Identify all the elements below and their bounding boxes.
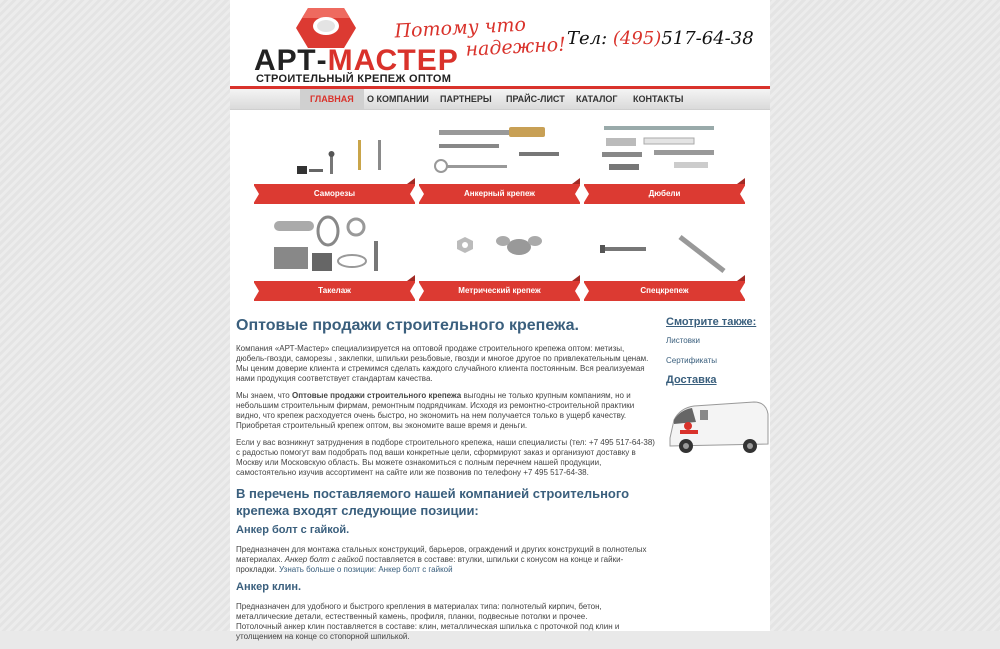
italic-text: Анкер болт с гайкой: [284, 555, 364, 564]
item-desc-anchor-bolt: [236, 545, 656, 575]
nav-item-partners[interactable]: ПАРТНЕРЫ: [440, 94, 492, 104]
nav-item-about[interactable]: О КОМПАНИИ: [367, 94, 429, 104]
nav-item-home[interactable]: ГЛАВНАЯ: [300, 89, 364, 109]
phone-label: Тел:: [567, 28, 613, 49]
nav-item-price-list[interactable]: ПРАЙС-ЛИСТ: [506, 94, 565, 104]
item-desc-anchor-wedge: Предназначен для удобного и быстрого крепления в материалах типа: полнотелый кирпич, бетон, металлические детали, естественный камень, профиля, планки, подвесные потолки и прочее.: [236, 602, 602, 621]
slogan: [394, 12, 566, 65]
text: Мы знаем, что: [236, 391, 292, 400]
product-label-anchors[interactable]: Анкерный крепеж: [419, 184, 580, 204]
slogan-line-2: надежно!: [465, 33, 567, 61]
item-title-anchor-bolt: Анкер болт с гайкой.: [236, 524, 350, 536]
sidebar-link-leaflets[interactable]: Листовки: [666, 336, 700, 345]
header-phone: [567, 28, 754, 49]
brand-subtitle: СТРОИТЕЛЬНЫЙ КРЕПЕЖ ОПТОМ: [256, 73, 452, 85]
paragraph-contact: Если у вас возникнут затруднения в подборе строительного крепежа, наши специалисты (тел: +7 495 517-64-38) с радостью помогут вам подобрать под ваши конкретные цели, сформируют заказ и организуют доставку в Москву или Московскую область. Вы можете ознакомиться с полным перечнем нашей продукции, самостоятельно изучив ассортимент на сайте или же позвонив по телефону +7 495 517-64-38.: [236, 438, 655, 477]
delivery-van-image[interactable]: [666, 394, 770, 460]
metric-fasteners-image: [419, 201, 580, 281]
product-label-special[interactable]: Спецкрепеж: [584, 281, 745, 301]
bold-text: Оптовые продажи строительного крепежа: [291, 391, 462, 400]
see-also-title: Смотрите также:: [666, 316, 757, 328]
anchor-bolt-link[interactable]: Узнать больше о позиции: Анкер болт с гайкой: [279, 565, 453, 574]
nav-item-catalog[interactable]: КАТАЛОГ: [576, 94, 618, 104]
product-tile-rigging[interactable]: [254, 201, 415, 301]
product-label-screws[interactable]: Саморезы: [254, 184, 415, 204]
delivery-link[interactable]: Доставка: [666, 374, 717, 386]
phone-code: (495): [612, 28, 662, 49]
page-content: [230, 0, 770, 641]
sidebar-link-certificates[interactable]: Сертификаты: [666, 356, 718, 365]
special-fasteners-image: [584, 201, 745, 281]
brand-accent: МАСТЕР: [327, 44, 459, 77]
rigging-image: [254, 201, 415, 281]
phone-number: 517-64-38: [661, 28, 754, 49]
screws-image: [254, 104, 415, 184]
product-tile-special[interactable]: [584, 201, 745, 301]
section-title: В перечень поставляемого нашей компанией строительного крепежа входят следующие позиции:: [236, 486, 630, 518]
item-title-anchor-wedge: Анкер клин.: [236, 581, 302, 593]
nav-item-contacts[interactable]: КОНТАКТЫ: [633, 94, 684, 104]
sidebar: [666, 316, 766, 465]
text: Предназначен для монтажа стальных конструкций, барьеров, ограждений и других конструкций в полнотелых материалах.: [236, 545, 647, 564]
text: выгодны не только крупным компаниям, но и небольшим строительным фирмам, ремонтным подрядчикам. Исходя из ремонтно-строительной практики видно, что крепеж расходуется очень быстро, но экономить на нем получается только в ущерб качеству. Приобретая строительный крепеж оптом, вы экономите ваше время и деньги.: [236, 391, 635, 430]
main-content: [236, 316, 656, 649]
product-tile-screws[interactable]: [254, 104, 415, 204]
product-label-rigging[interactable]: Такелаж: [254, 281, 415, 301]
page-title: Оптовые продажи строительного крепежа.: [236, 317, 579, 334]
item-desc-anchor-wedge-2: Потолочный анкер клин поставляется в составе: клин, металлическая шпилька с проточкой под клин и утолщением на конце со стопорной шпилькой.: [236, 622, 620, 641]
product-tile-metric[interactable]: [419, 201, 580, 301]
product-label-dowels[interactable]: Дюбели: [584, 184, 745, 204]
slogan-line-1: Потому что: [393, 13, 527, 43]
paragraph-intro: Компания «АРТ-Мастер» специализируется на оптовой продаже строительного крепежа оптом: метизы, дюбель-гвозди, саморезы , заклепки, шпильки резьбовые, гвозди и многое другое по привлекательным ценам. Мы ценим доверие клиента и стремимся сделать каждого случайного клиента постоянным. Вся реализуемая нами продукция соответствует стандартам качества.: [236, 344, 649, 383]
dowels-image: [584, 104, 745, 184]
product-label-metric[interactable]: Метрический крепеж: [419, 281, 580, 301]
product-tile-dowels[interactable]: [584, 104, 745, 204]
brand-main: АРТ-: [254, 44, 328, 77]
anchors-image: [419, 104, 580, 184]
text: поставляется в составе: втулки, шпильки с конусом на конце и гайки-прокладки.: [236, 555, 624, 574]
product-tile-anchors[interactable]: [419, 104, 580, 204]
paragraph-wholesale: [236, 391, 656, 431]
